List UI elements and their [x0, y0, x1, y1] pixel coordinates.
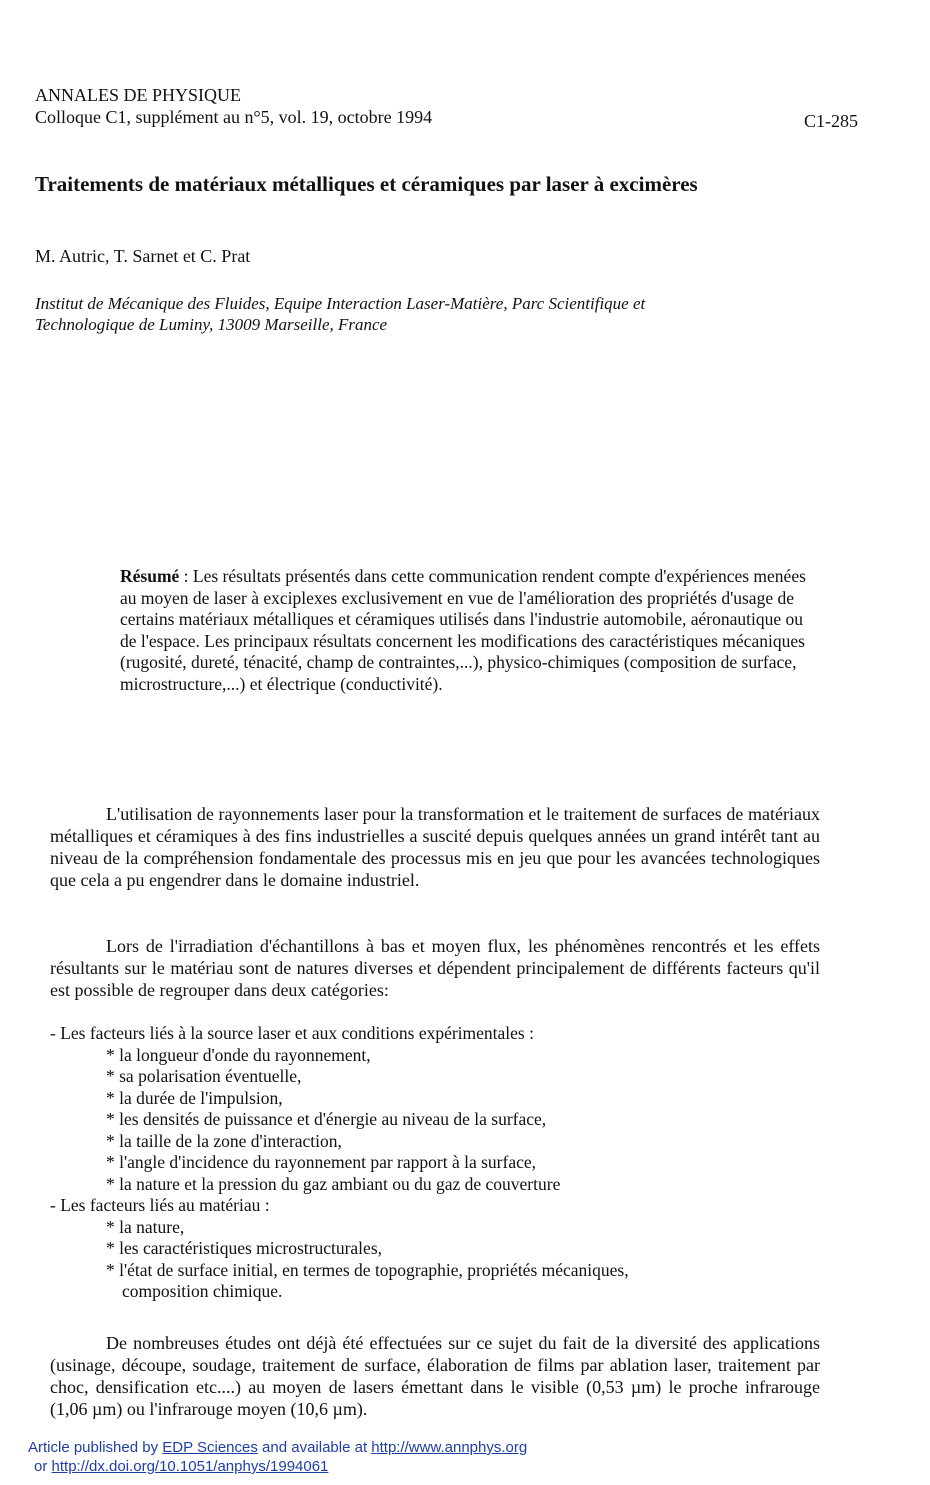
journal-name: ANNALES DE PHYSIQUE — [35, 85, 241, 105]
body-paragraph-1 — [50, 803, 820, 891]
list-item: * l'angle d'incidence du rayonnement par rapport à la surface, — [106, 1152, 537, 1172]
list-item: * l'état de surface initial, en termes de topographie, propriétés mécaniques, — [106, 1259, 629, 1280]
footer-middle: and available at — [257, 1439, 372, 1456]
issue-info: Colloque C1, supplément au n°5, vol. 19, octobre 1994 — [35, 107, 433, 127]
publication-footer — [28, 1438, 527, 1476]
list-item: * la durée de l'impulsion, — [106, 1087, 283, 1108]
list-heading-material: - Les facteurs liés au matériau : — [50, 1195, 270, 1215]
abstract-text: : Les résultats présentés dans cette communication rendent compte d'expériences menées au moyen de laser à exciplexes exclusivement en vue de l'amélioration des propriétés d'usage de certains matériaux métalliques et céramiques utilisés dans l'industrie automobile, aéronautique ou de l'espace. Les principaux résultats concernent les modifications des caractéristiques mécaniques (rugosité, dureté, ténacité, champ de contraintes,...), physico-chimiques (composition de surface, microstructure,...) et électrique (conductivité). — [120, 566, 806, 694]
paragraph-2-text: Lors de l'irradiation d'échantillons à bas et moyen flux, les phénomènes rencontrés et les effets résultants sur le matériau sont de natures diverses et dépendent principalement de différents facteurs qu'il est possible de regrouper dans deux catégories: — [50, 936, 820, 1000]
list-item-continuation: composition chimique. — [122, 1281, 283, 1301]
publisher-link[interactable]: EDP Sciences — [162, 1439, 258, 1456]
list-heading-laser: - Les facteurs liés à la source laser et aux conditions expérimentales : — [50, 1023, 534, 1043]
footer-line-2 — [28, 1457, 527, 1476]
doi-link[interactable]: http://dx.doi.org/10.1051/anphys/1994061 — [51, 1458, 329, 1475]
affiliation-line-1: Institut de Mécanique des Fluides, Equipe Interaction Laser-Matière, Parc Scientifique et — [35, 294, 646, 313]
list-item: * les caractéristiques microstructurales, — [106, 1238, 383, 1258]
abstract-label: Résumé — [120, 566, 180, 586]
paragraph-1-text: L'utilisation de rayonnements laser pour la transformation et le traitement de surfaces de matériaux métalliques et céramiques à des fins industrielles a suscité depuis quelques années un grand intérêt tant au niveau de la compréhension fondamentale des processus mis en jeu que pour les avancées technologiques que cela a pu engendrer dans le domaine industriel. — [50, 804, 820, 890]
body-paragraph-3 — [50, 1332, 820, 1420]
list-item: * les densités de puissance et d'énergie au niveau de la surface, — [106, 1109, 547, 1129]
body-paragraph-2 — [50, 935, 820, 1001]
list-item: * la taille de la zone d'interaction, — [106, 1130, 342, 1151]
article-authors: M. Autric, T. Sarnet et C. Prat — [35, 246, 251, 266]
list-item: * sa polarisation éventuelle, — [106, 1066, 302, 1086]
author-affiliation — [35, 293, 835, 335]
footer-or: or — [34, 1458, 52, 1475]
factor-list — [50, 1023, 830, 1303]
affiliation-line-2: Technologique de Luminy, 13009 Marseille, France — [35, 315, 388, 334]
list-item: * la nature et la pression du gaz ambiant ou du gaz de couverture — [106, 1173, 561, 1194]
list-item: * la nature, — [106, 1216, 185, 1237]
paragraph-3-text: De nombreuses études ont déjà été effectuées sur ce sujet du fait de la diversité des applications (usinage, découpe, soudage, traitement de surface, élaboration de films par ablation laser, traitement par choc, densification etc....) au moyen de lasers émettant dans le visible (0,53 µm) le proche infrarouge (1,06 µm) ou l'infrarouge moyen (10,6 µm). — [50, 1333, 820, 1419]
footer-prefix: Article published by — [28, 1439, 163, 1456]
list-item: * la longueur d'onde du rayonnement, — [106, 1044, 371, 1065]
article-title: Traitements de matériaux métalliques et céramiques par laser à excimères — [35, 172, 698, 196]
abstract — [120, 566, 818, 695]
footer-line-1 — [28, 1438, 527, 1457]
site-link[interactable]: http://www.annphys.org — [371, 1439, 528, 1456]
page-number: C1-285 — [804, 111, 858, 131]
